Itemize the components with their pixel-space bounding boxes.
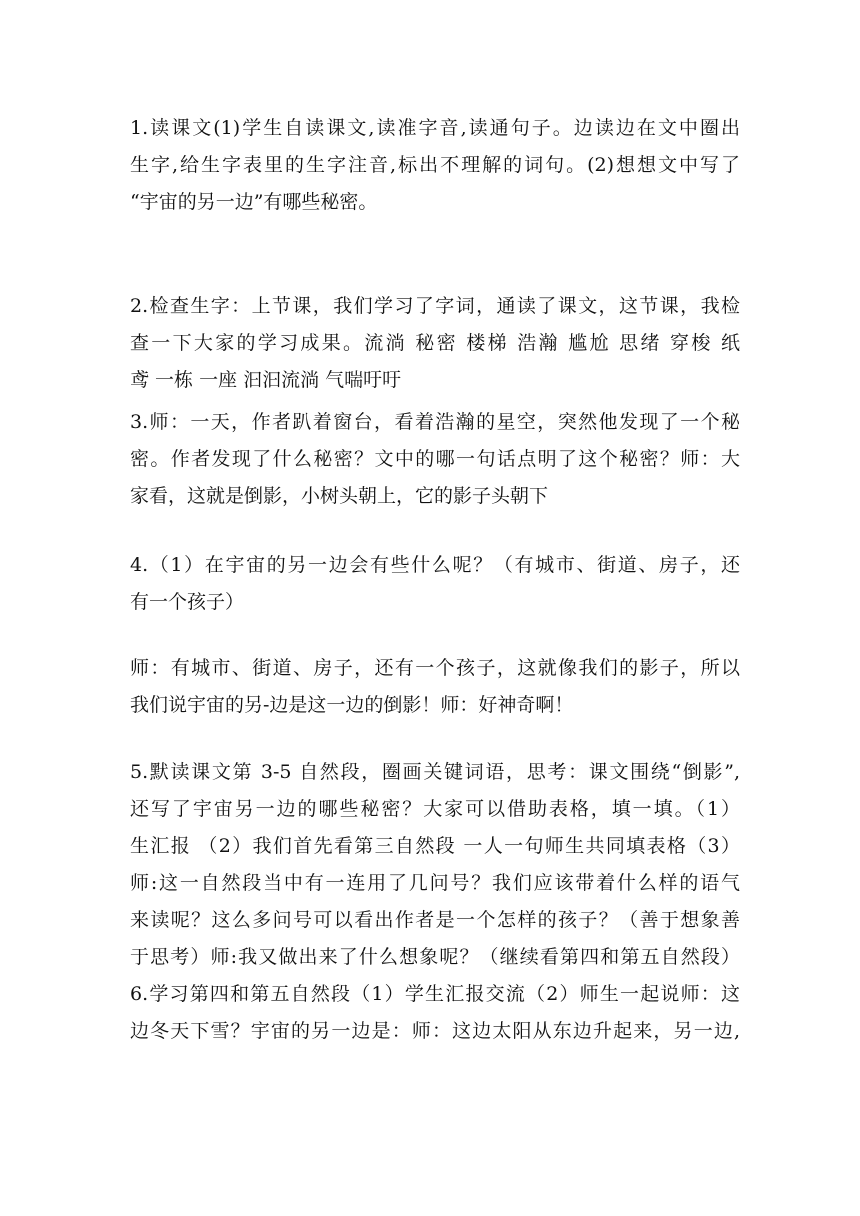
- text-line: 5.默读课文第 3-5 自然段，圈画关键词语，思考：课文围绕“倒影”,: [130, 761, 740, 783]
- text-line: 来读呢？这么多问号可以看出作者是一个怎样的孩子？（善于想象善: [130, 909, 740, 931]
- text-line: 密。作者发现了什么秘密？文中的哪一句话点明了这个秘密？师：大: [130, 448, 740, 470]
- text-line: 查一下大家的学习成果。流淌 秘密 楼梯 浩瀚 尴尬 思绪 穿梭 纸: [130, 332, 740, 354]
- text-line: 4.（1）在宇宙的另一边会有些什么呢？（有城市、街道、房子，还: [130, 554, 740, 576]
- text-line: 6.学习第四和第五自然段（1）学生汇报交流（2）师生一起说师：这: [130, 983, 740, 1005]
- text-line: 鸢 一栋 一座 汩汩流淌 气喘吁吁: [130, 369, 402, 391]
- text-line: 有一个孩子）: [130, 591, 245, 613]
- text-line: 师:这一自然段当中有一连用了几问号？我们应该带着什么样的语气: [130, 872, 740, 894]
- text-line: “宇宙的另一边”有哪些秘密。: [130, 191, 378, 213]
- text-line: 生汇报 （2）我们首先看第三自然段 一人一句师生共同填表格（3）: [130, 835, 740, 857]
- paragraph-6: [130, 754, 740, 1050]
- text-line: 师：有城市、街道、房子，还有一个孩子，这就像我们的影子，所以: [130, 657, 740, 679]
- paragraph-2: [130, 288, 740, 399]
- text-line: 1.读课文(1)学生自读课文,读准字音,读通句子。边读边在文中圈出: [130, 117, 740, 139]
- text-line: 家看，这就是倒影，小树头朝上，它的影子头朝下: [130, 485, 549, 507]
- paragraph-1: [130, 110, 740, 221]
- text-line: 生字,给生字表里的生字注音,标出不理解的词句。(2)想想文中写了: [130, 154, 740, 176]
- text-line: 2.检查生字：上节课，我们学习了字词，通读了课文，这节课，我检: [130, 295, 740, 317]
- paragraph-4: [130, 547, 740, 621]
- paragraph-3: [130, 404, 740, 515]
- text-line: 边冬天下雪？宇宙的另一边是：师：这边太阳从东边升起来，另一边,: [130, 1020, 740, 1042]
- text-line: 3.师：一天，作者趴着窗台，看着浩瀚的星空，突然他发现了一个秘: [130, 411, 740, 433]
- text-line: 还写了宇宙另一边的哪些秘密？大家可以借助表格，填一填。（1）: [130, 798, 740, 820]
- text-line: 我们说宇宙的另-边是这一边的倒影！师：好神奇啊！: [130, 694, 574, 716]
- paragraph-5: [130, 650, 740, 724]
- text-line: 于思考）师:我又做出来了什么想象呢？（继续看第四和第五自然段）: [130, 946, 740, 968]
